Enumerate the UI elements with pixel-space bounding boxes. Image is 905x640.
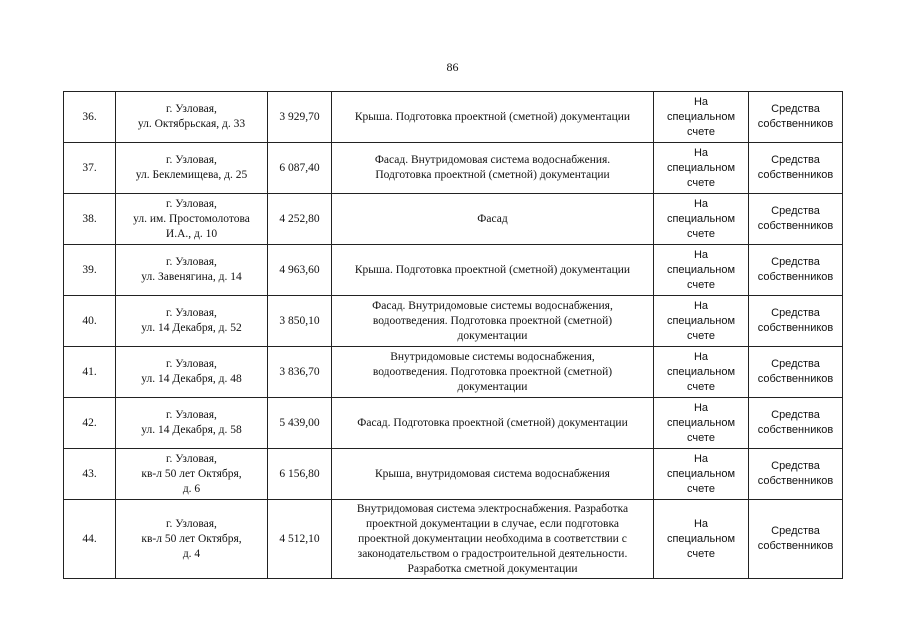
addr-line: г. Узловая, (166, 307, 217, 319)
funding-source-cell (749, 245, 843, 296)
addr-line: г. Узловая, (166, 256, 217, 268)
table-body (64, 92, 843, 579)
work-description-cell (332, 500, 654, 579)
table-row (64, 500, 843, 579)
work-line: Внутридомовые системы водоснабжения, (390, 350, 595, 363)
funds-line: Средства (771, 460, 820, 472)
row-number-cell: 36. (64, 92, 116, 143)
work-description-cell (332, 398, 654, 449)
capital-repair-table (63, 91, 843, 579)
work-description-cell (332, 143, 654, 194)
account-line: счете (687, 227, 715, 240)
account-type-cell (654, 143, 749, 194)
account-type-cell (654, 347, 749, 398)
work-line: Фасад. Внутридомовые системы водоснабжения, (372, 299, 613, 312)
account-line: счете (687, 431, 715, 444)
addr-line: ул. Октябрьская, д. 33 (137, 118, 246, 130)
account-line: На (693, 350, 709, 363)
account-line: счете (687, 176, 715, 189)
work-line: Фасад (477, 212, 508, 225)
funds-line: Средства (771, 358, 820, 370)
work-line: документации (457, 329, 528, 342)
account-line: На (693, 146, 709, 159)
addr-line: г. Узловая, (166, 197, 217, 210)
work-description-cell (332, 245, 654, 296)
account-type-cell (654, 194, 749, 245)
funding-source-cell (749, 398, 843, 449)
addr-line: ул. 14 Декабря, д. 52 (141, 322, 242, 334)
account-line: На (693, 299, 709, 312)
account-line: счете (687, 380, 715, 393)
table-row (64, 347, 843, 398)
addr-line: г. Узловая, (166, 409, 217, 421)
account-line: специальном (666, 467, 736, 480)
area-cell: 4 252,80 (268, 194, 332, 245)
funds-line: собственников (757, 373, 834, 385)
addr-line: ул. 14 Декабря, д. 48 (141, 373, 242, 385)
account-line: счете (687, 482, 715, 495)
work-line: Разработка сметной документации (407, 562, 578, 575)
account-line: счете (687, 547, 715, 560)
account-line: специальном (666, 212, 736, 225)
funds-line: Средства (771, 307, 820, 319)
row-number-cell: 43. (64, 449, 116, 500)
account-line: специальном (666, 314, 736, 327)
account-line: На (693, 197, 709, 210)
table-row (64, 398, 843, 449)
row-number-cell: 44. (64, 500, 116, 579)
addr-line: г. Узловая, (166, 154, 217, 166)
funds-line: собственников (757, 118, 834, 130)
row-number-cell: 37. (64, 143, 116, 194)
work-line: Крыша, внутридомовая система водоснабжения (375, 467, 610, 480)
account-line: На (693, 452, 709, 465)
work-line: водоотведения. Подготовка проектной (сметной) (372, 314, 613, 327)
table-row (64, 449, 843, 500)
addr-line: д. 6 (182, 482, 201, 495)
address-cell (116, 245, 268, 296)
account-line: специальном (666, 263, 736, 276)
funding-source-cell (749, 449, 843, 500)
funds-line: Средства (771, 154, 820, 166)
addr-line: кв-л 50 лет Октября, (141, 532, 242, 545)
work-line: Внутридомовая система электроснабжения. Разработка (356, 502, 629, 515)
funds-line: собственников (757, 169, 834, 181)
account-type-cell (654, 245, 749, 296)
work-description-cell (332, 92, 654, 143)
funds-line: Средства (771, 205, 820, 217)
work-line: документации (457, 380, 528, 393)
account-line: специальном (666, 365, 736, 378)
table-row (64, 143, 843, 194)
account-line: На (693, 517, 709, 530)
address-cell (116, 194, 268, 245)
table-row (64, 194, 843, 245)
addr-line: г. Узловая, (166, 358, 217, 370)
account-line: специальном (666, 416, 736, 429)
work-description-cell (332, 449, 654, 500)
addr-line: д. 4 (182, 547, 201, 560)
row-number-cell: 38. (64, 194, 116, 245)
addr-line: ул. Завенягина, д. 14 (141, 271, 242, 283)
work-line: Подготовка проектной (сметной) документации (375, 169, 610, 181)
account-line: На (693, 401, 709, 414)
row-number-cell: 40. (64, 296, 116, 347)
area-cell: 3 836,70 (268, 347, 332, 398)
address-cell (116, 449, 268, 500)
account-line: На (693, 248, 709, 261)
funds-line: собственников (757, 540, 834, 552)
funds-line: Средства (771, 409, 820, 421)
work-line: водоотведения. Подготовка проектной (сметной) (372, 365, 613, 378)
account-type-cell (654, 296, 749, 347)
funds-line: собственников (757, 424, 834, 436)
account-line: счете (687, 329, 715, 342)
area-cell: 6 087,40 (268, 143, 332, 194)
funding-source-cell (749, 296, 843, 347)
address-cell (116, 500, 268, 579)
funds-line: собственников (757, 475, 834, 487)
area-cell: 4 963,60 (268, 245, 332, 296)
funding-source-cell (749, 194, 843, 245)
page-number: 86 (446, 60, 459, 74)
addr-line: И.А., д. 10 (165, 227, 218, 240)
work-line: проектной документации необходима в соответствии с (358, 532, 627, 545)
account-type-cell (654, 398, 749, 449)
work-description-cell (332, 347, 654, 398)
addr-line: кв-л 50 лет Октября, (141, 467, 242, 480)
account-line: специальном (666, 532, 736, 545)
account-type-cell (654, 92, 749, 143)
area-cell: 4 512,10 (268, 500, 332, 579)
area-cell: 3 929,70 (268, 92, 332, 143)
funds-line: собственников (757, 271, 834, 283)
funds-line: Средства (771, 525, 820, 537)
address-cell (116, 296, 268, 347)
funds-line: собственников (757, 322, 834, 334)
addr-line: ул. Беклемищева, д. 25 (135, 169, 248, 181)
address-cell (116, 92, 268, 143)
address-cell (116, 347, 268, 398)
table-row (64, 245, 843, 296)
addr-line: г. Узловая, (166, 452, 217, 465)
row-number-cell: 42. (64, 398, 116, 449)
work-line: Фасад. Подготовка проектной (сметной) документации (357, 416, 628, 429)
funds-line: Средства (771, 103, 820, 115)
work-line: Фасад. Внутридомовая система водоснабжения. (374, 154, 611, 166)
account-type-cell (654, 449, 749, 500)
work-line: законодательством о градостроительной деятельности. (357, 547, 628, 560)
account-line: На (693, 95, 709, 108)
table-row (64, 92, 843, 143)
funding-source-cell (749, 347, 843, 398)
funds-line: Средства (771, 256, 820, 268)
account-type-cell (654, 500, 749, 579)
account-line: счете (687, 125, 715, 138)
work-line: Крыша. Подготовка проектной (сметной) документации (354, 263, 631, 276)
row-number-cell: 39. (64, 245, 116, 296)
address-cell (116, 143, 268, 194)
account-line: специальном (666, 110, 736, 123)
table-row (64, 296, 843, 347)
funding-source-cell (749, 92, 843, 143)
area-cell: 6 156,80 (268, 449, 332, 500)
area-cell: 3 850,10 (268, 296, 332, 347)
addr-line: ул. им. Простомолотова (133, 212, 250, 225)
funds-line: собственников (757, 220, 834, 232)
work-line: Крыша. Подготовка проектной (сметной) документации (354, 110, 631, 123)
addr-line: ул. 14 Декабря, д. 58 (141, 424, 242, 436)
addr-line: г. Узловая, (166, 517, 217, 530)
address-cell (116, 398, 268, 449)
work-description-cell (332, 296, 654, 347)
area-cell: 5 439,00 (268, 398, 332, 449)
account-line: счете (687, 278, 715, 291)
account-line: специальном (666, 161, 736, 174)
row-number-cell: 41. (64, 347, 116, 398)
funding-source-cell (749, 143, 843, 194)
work-description-cell (332, 194, 654, 245)
funding-source-cell (749, 500, 843, 579)
work-line: проектной документации в случае, если подготовка (366, 517, 619, 530)
addr-line: г. Узловая, (166, 103, 217, 115)
